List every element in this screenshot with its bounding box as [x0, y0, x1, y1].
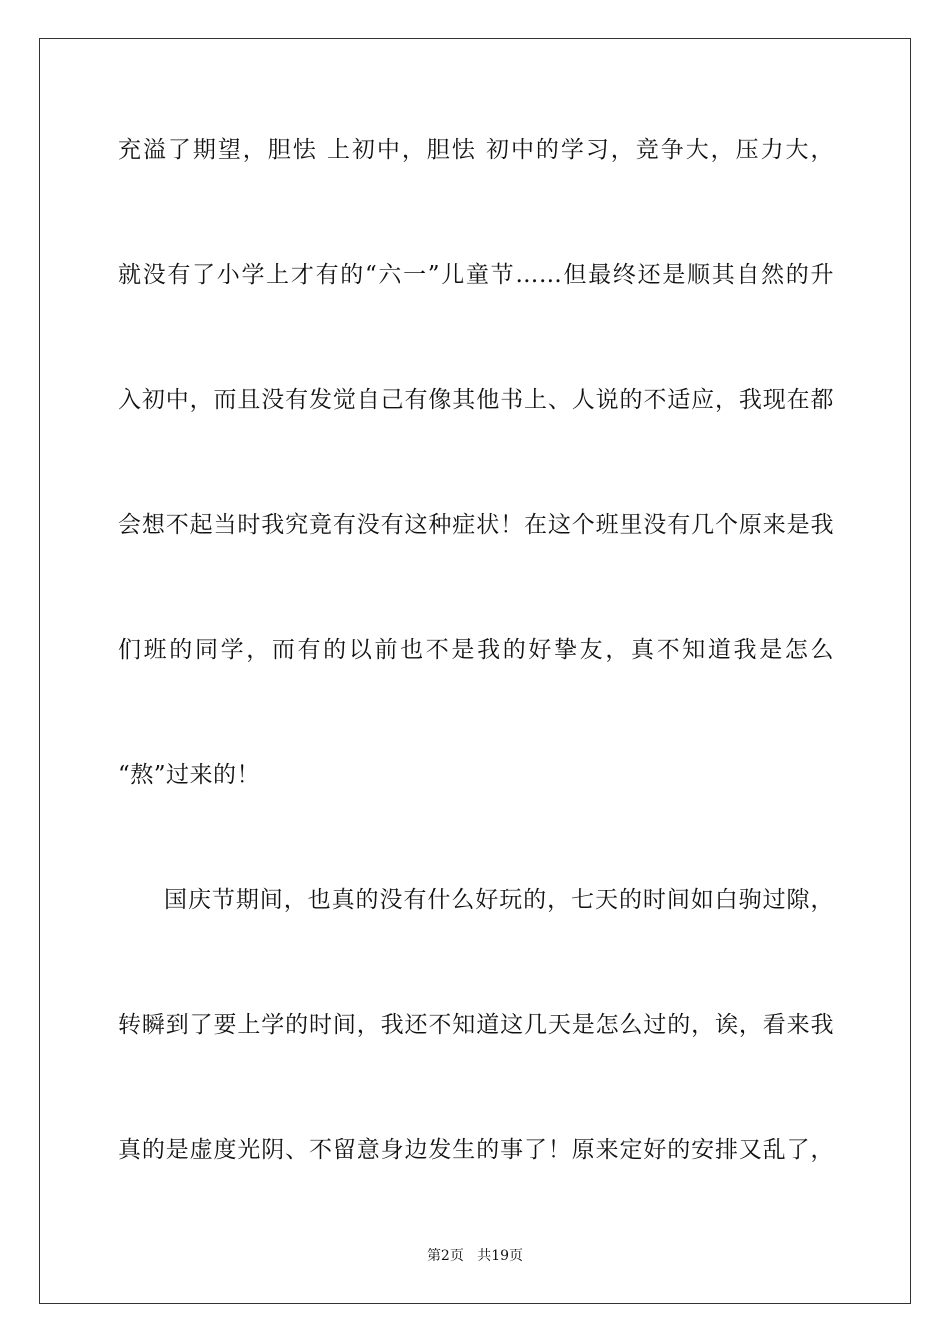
page-frame — [39, 38, 911, 1304]
paragraph-2-line-1: 国庆节期间，也真的没有什么好玩的，七天的时间如白驹过隙， — [164, 887, 834, 913]
paragraph-2-line-3: 真的是虚度光阴、不留意身边发生的事了！原来定好的安排又乱了， — [118, 1137, 834, 1163]
page-number: 第2页 — [426, 1248, 464, 1264]
paragraph-2-line-2: 转瞬到了要上学的时间，我还不知道这几天是怎么过的，诶，看来我 — [118, 1012, 834, 1038]
paragraph-1-line-1: 充溢了期望，胆怯 上初中，胆怯 初中的学习，竞争大，压力大， — [118, 137, 834, 163]
paragraph-1-line-2: 就没有了小学上才有的“六一”儿童节……但最终还是顺其自然的升 — [118, 262, 834, 288]
page-total: 共19页 — [477, 1248, 524, 1264]
page-footer — [0, 1247, 950, 1265]
paragraph-1-line-5: 们班的同学，而有的以前也不是我的好挚友，真不知道我是怎么 — [118, 637, 834, 663]
paragraph-1-line-4: 会想不起当时我究竟有没有这种症状！在这个班里没有几个原来是我 — [118, 512, 834, 538]
paragraph-1-line-6: “熬”过来的！ — [118, 762, 261, 788]
paragraph-1-line-3: 入初中，而且没有发觉自己有像其他书上、人说的不适应，我现在都 — [118, 387, 834, 413]
